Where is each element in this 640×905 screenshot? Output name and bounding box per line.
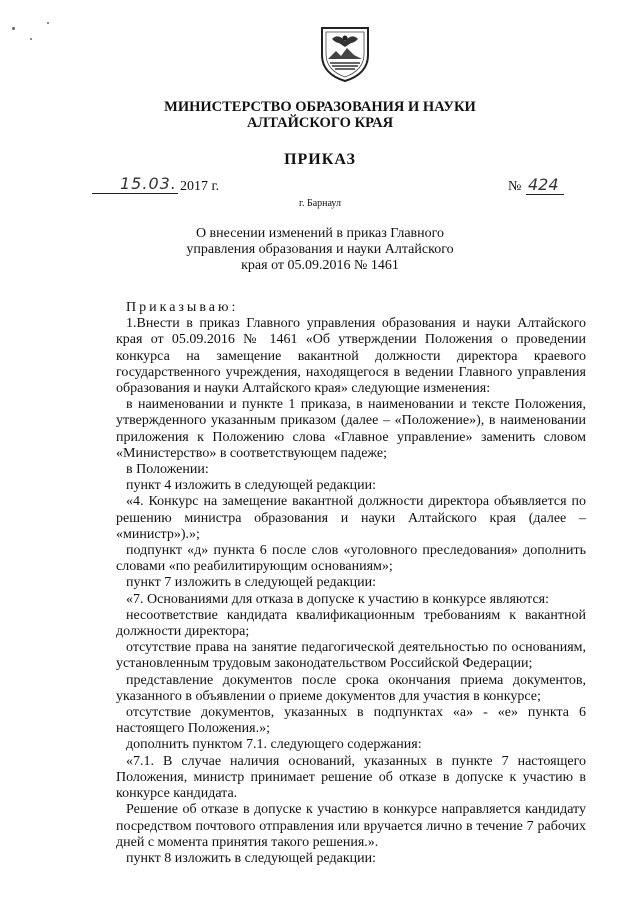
altai-krai-coat-of-arms-icon <box>318 25 372 83</box>
handwritten-number: 424 <box>528 175 559 194</box>
body-paragraph: пункт 4 изложить в следующей редакции: <box>126 478 376 494</box>
handwritten-date: 15.03. <box>120 174 177 193</box>
subject-line: управления образования и науки Алтайского <box>186 242 454 257</box>
scan-speck <box>12 27 15 30</box>
order-body <box>116 300 586 867</box>
order-number <box>508 175 568 200</box>
body-paragraph: «7. Основаниями для отказа в допуске к участию в конкурсе являются: <box>126 591 550 607</box>
number-sign: № <box>508 179 522 194</box>
body-paragraph: подпункт «д» пункта 6 после слов «уголовного преследования» дополнить словами «по реабилитирующим основаниям»; <box>116 543 586 575</box>
body-paragraph: отсутствие документов, указанных в подпунктах «а» - «е» пункта 6 настоящего Положения.»; <box>116 705 586 737</box>
ministry-name-line2: АЛТАЙСКОГО КРАЯ <box>246 115 394 131</box>
body-paragraph: «4. Конкурс на замещение вакантной должности директора объявляется по решению министра образования и науки Алтайского края (далее – «министр»).»; <box>116 494 586 542</box>
order-title: ПРИКАЗ <box>284 151 356 168</box>
body-paragraph: представление документов после срока окончания приема документов, указанного в объявлении о приеме документов для участия в конкурсе; <box>116 672 586 704</box>
body-paragraph: Решение об отказе в допуске к участию в конкурсе направляется кандидату посредством почтового отправления или вручается лично в течение 7 рабочих дней с момента принятия такого решения.». <box>116 802 586 850</box>
scan-speck <box>47 22 49 24</box>
date-underline <box>92 193 178 194</box>
order-directive: Приказываю: <box>126 300 239 315</box>
body-paragraph: пункт 7 изложить в следующей редакции: <box>126 575 376 591</box>
body-paragraph: «7.1. В случае наличия оснований, указанных в пункте 7 настоящего Положения, министр принимает решение об отказе в допуске к участию в конкурсе кандидата. <box>116 753 586 802</box>
order-date <box>92 176 222 198</box>
body-paragraph: дополнить пунктом 7.1. следующего содержания: <box>126 737 422 753</box>
subject-line: О внесении изменений в приказ Главного <box>195 226 445 241</box>
body-paragraph: отсутствие права на занятие педагогической деятельностью по основаниям, установленным трудовым законодательством Российской Федерации; <box>116 640 586 672</box>
body-paragraph: в Положении: <box>126 462 209 478</box>
ministry-name-line1: МИНИСТЕРСТВО ОБРАЗОВАНИЯ И НАУКИ <box>164 99 476 115</box>
number-underline <box>526 194 564 195</box>
order-year: 2017 г. <box>180 179 220 194</box>
body-paragraph: в наименовании и пункте 1 приказа, в наименовании и тексте Положения, утвержденного указанным приказом (далее – «Положение»), в наименовании приложения к Положению слова «Главное управление» заменить словом «Министерство» в соответствующем падеже; <box>116 397 586 461</box>
body-paragraph: 1.Внести в приказ Главного управления образования и науки Алтайского края от 05.09.2016 № 1461 «Об утверждении Положения о проведении конкурса на замещение вакантной должности директора краевого государственного учреждения, находящегося в ведении Главного управления образования и науки Алтайского края» следующие изменения: <box>116 316 586 397</box>
city: г. Барнаул <box>299 198 341 209</box>
body-paragraph: несоответствие кандидата квалификационным требованиям к вакантной должности директора; <box>116 607 586 640</box>
body-paragraph: пункт 8 изложить в следующей редакции: <box>126 850 376 866</box>
subject-line: края от 05.09.2016 № 1461 <box>241 258 399 273</box>
scan-speck <box>30 38 32 40</box>
order-subject <box>0 226 640 274</box>
